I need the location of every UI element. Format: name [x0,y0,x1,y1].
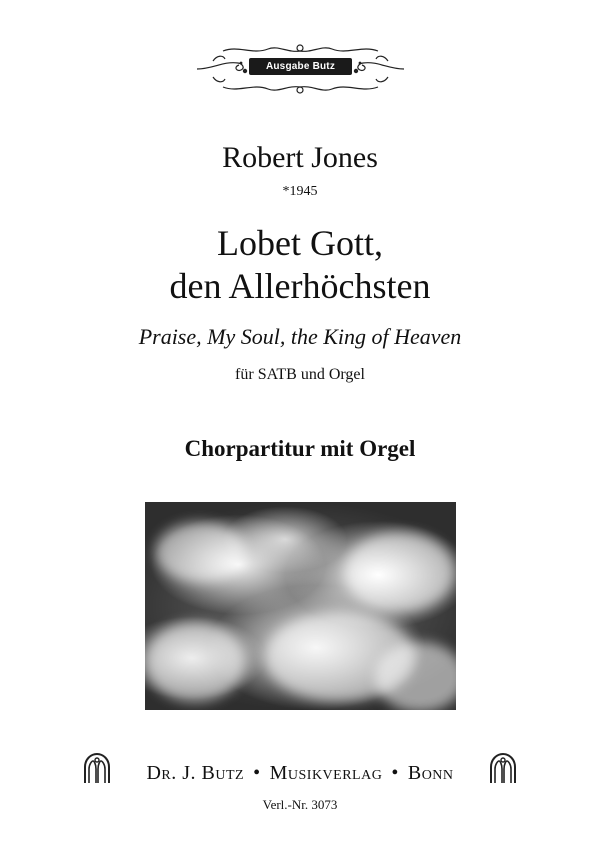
english-subtitle: Praise, My Soul, the King of Heaven [138,324,462,349]
separator-bullet: • [391,762,399,784]
catalog-number: Verl.-Nr. 3073 [262,797,338,812]
publisher-type: Musikverlag [269,762,383,784]
composer-name: Robert Jones [222,141,378,174]
separator-bullet: • [253,762,261,784]
publisher-name: Dr. J. Butz [146,762,245,784]
publisher-logo [193,41,408,97]
clouds-image [145,502,456,710]
publisher-city: Bonn [407,762,454,784]
composer-years: *1945 [282,184,318,199]
title-line-1: Lobet Gott, [217,223,383,263]
edition-type: Chorpartitur mit Orgel [184,436,416,461]
title-line-2: den Allerhöchsten [169,266,431,306]
gothic-window-icon [489,753,517,783]
logo-label: Ausgabe Butz [249,58,352,75]
scoring-note: für SATB und Orgel [235,366,365,383]
